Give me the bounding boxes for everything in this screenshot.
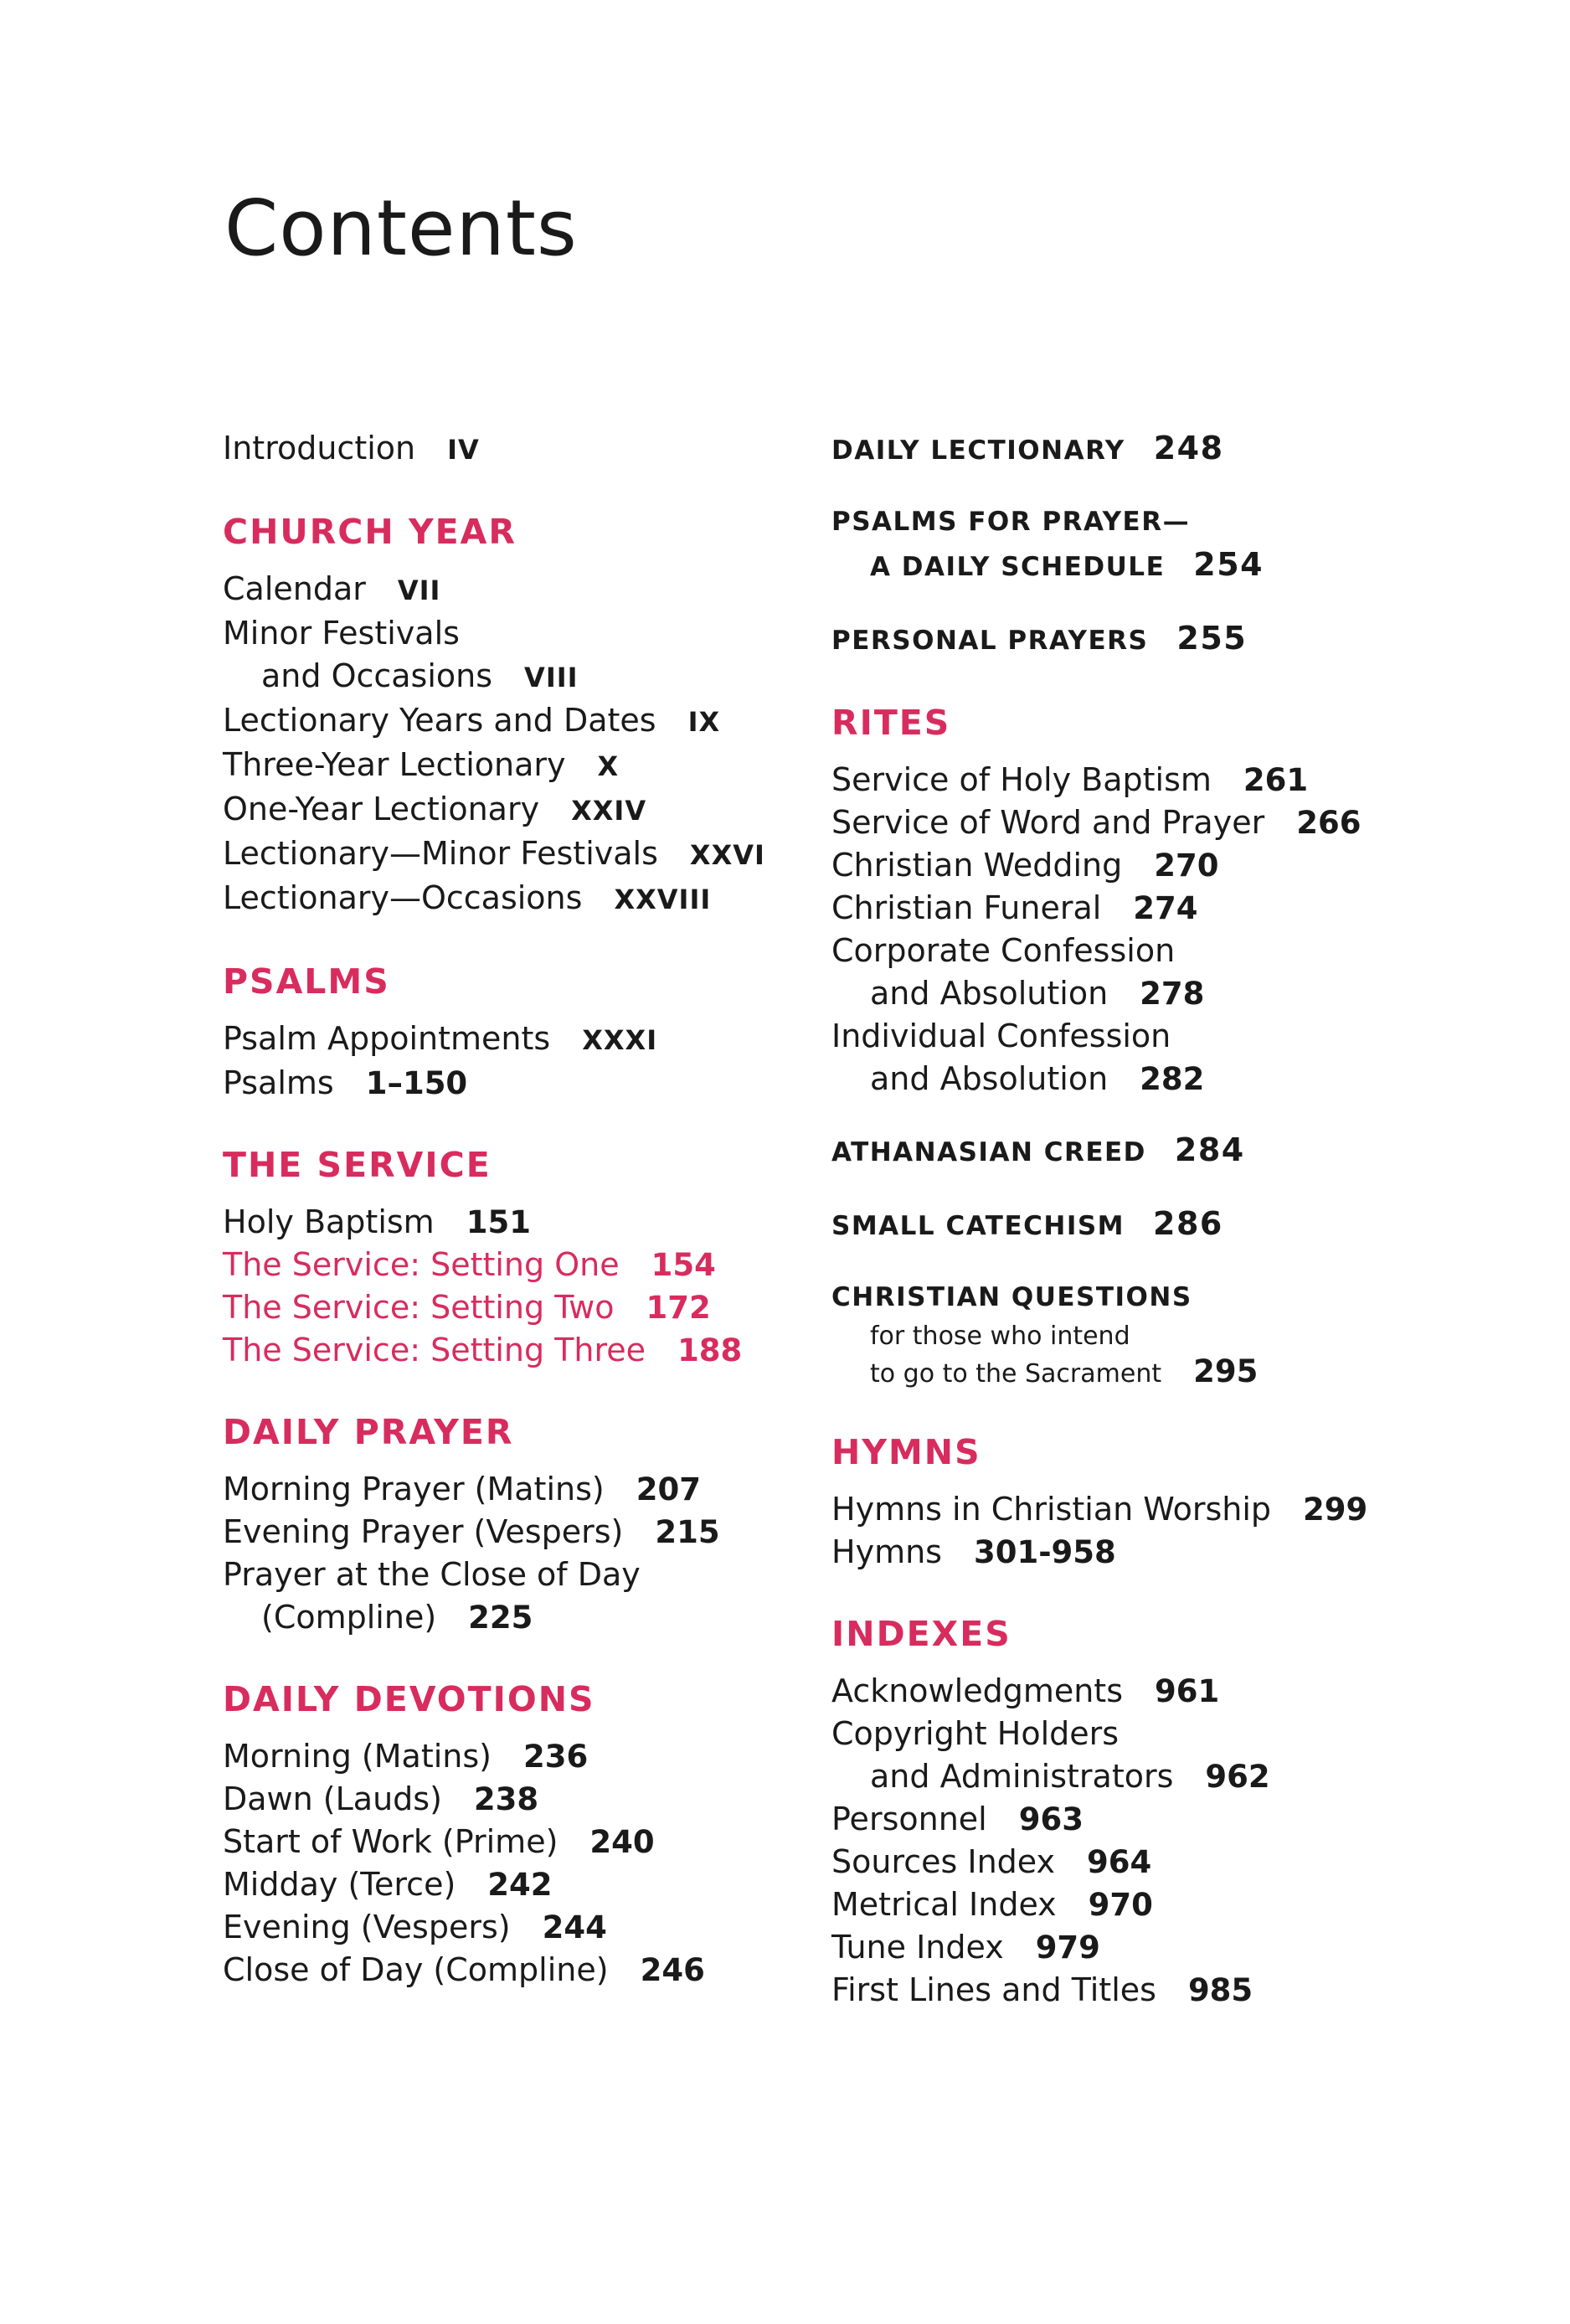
toc-entry-minor-festivals[interactable]: [223, 612, 809, 699]
entry-label: Minor Festivals: [223, 615, 460, 652]
entry-label-continued: and Administrators: [870, 1758, 1174, 1795]
toc-entry-calendar[interactable]: [223, 568, 809, 612]
entry-label: First Lines and Titles: [831, 1971, 1156, 2008]
section-the-service: [223, 1145, 809, 1372]
entry-subtitle-text: to go to the Sacrament: [870, 1359, 1162, 1389]
entry-page: 188: [677, 1332, 743, 1368]
entry-label-continued: and Occasions: [261, 657, 493, 694]
section-daily-prayer: [223, 1412, 809, 1639]
toc-entry-evening-prayer[interactable]: [223, 1511, 809, 1554]
entry-label: Service of Holy Baptism: [831, 761, 1212, 798]
section-heading: CHURCH YEAR: [223, 512, 517, 552]
entry-label: Morning (Matins): [223, 1738, 492, 1775]
entry-page: 282: [1140, 1061, 1205, 1097]
toc-entry-midday-terce[interactable]: [223, 1863, 809, 1906]
entry-label: Prayer at the Close of Day: [223, 1556, 641, 1593]
section-heading: INDEXES: [831, 1614, 1011, 1654]
entry-label: Lectionary—Minor Festivals: [223, 835, 658, 872]
entry-label: Psalm Appointments: [223, 1020, 551, 1057]
section-heading: HYMNS: [831, 1432, 981, 1472]
toc-entry-morning-matins[interactable]: [223, 1735, 809, 1778]
toc-entry-sources-index[interactable]: [831, 1841, 1518, 1883]
toc-entry-christian-funeral[interactable]: [831, 887, 1518, 930]
entry-label: Acknowledgments: [831, 1672, 1123, 1709]
toc-entry-copyright-holders[interactable]: [831, 1713, 1518, 1798]
entry-page: 266: [1296, 805, 1362, 841]
entry-page: 225: [468, 1600, 533, 1636]
entry-page: 278: [1140, 976, 1205, 1012]
entry-page: 985: [1187, 1972, 1253, 2008]
entry-page: 963: [1018, 1801, 1084, 1837]
entry-page: 286: [1153, 1205, 1223, 1242]
entry-page: XXVI: [689, 839, 765, 871]
entry-label: The Service: Setting Two: [223, 1289, 615, 1326]
entry-label-continued: A DAILY SCHEDULE: [870, 552, 1166, 582]
entry-page: 979: [1035, 1930, 1100, 1966]
entry-page: 301-958: [973, 1534, 1116, 1570]
toc-entry-word-and-prayer[interactable]: [831, 801, 1518, 844]
entry-page: 254: [1193, 546, 1264, 583]
entry-label: PERSONAL PRAYERS: [831, 626, 1149, 656]
entry-label: The Service: Setting One: [223, 1246, 620, 1283]
entry-page: 255: [1176, 620, 1248, 657]
entry-page: 248: [1153, 430, 1224, 466]
entry-label: Christian Funeral: [831, 889, 1102, 926]
entry-subtitle-line-1: for those who intend: [870, 1322, 1130, 1351]
toc-entry-psalm-appointments[interactable]: [223, 1018, 809, 1062]
entry-label: ATHANASIAN CREED: [831, 1137, 1146, 1167]
entry-label: Calendar: [223, 570, 366, 607]
toc-entry-evening-vespers[interactable]: [223, 1906, 809, 1949]
toc-entry-hymns[interactable]: [831, 1531, 1518, 1574]
entry-page: 242: [487, 1867, 553, 1903]
entry-label: Dawn (Lauds): [223, 1780, 442, 1817]
entry-page: 246: [640, 1952, 705, 1988]
entry-label: SMALL CATECHISM: [831, 1211, 1125, 1241]
entry-page: 295: [1193, 1353, 1259, 1389]
entry-label: Metrical Index: [831, 1886, 1057, 1923]
entry-label: Corporate Confession: [831, 932, 1176, 969]
entry-label: Evening (Vespers): [223, 1909, 511, 1945]
entry-page: 240: [589, 1824, 655, 1860]
toc-entry-metrical-index[interactable]: [831, 1883, 1518, 1926]
toc-entry-holy-baptism[interactable]: [223, 1201, 809, 1244]
toc-entry-daily-lectionary[interactable]: [831, 427, 1518, 472]
entry-page: 964: [1087, 1844, 1152, 1880]
entry-label: The Service: Setting Three: [223, 1332, 646, 1368]
entry-label: Copyright Holders: [831, 1715, 1120, 1752]
entry-label-continued: and Absolution: [870, 975, 1109, 1012]
toc-entry-service-setting-three[interactable]: [223, 1329, 809, 1372]
entry-label: Psalms: [223, 1064, 334, 1101]
entry-page: VII: [397, 575, 441, 606]
entry-label: Introduction: [223, 430, 416, 466]
entry-label-continued: and Absolution: [870, 1060, 1109, 1097]
entry-page: 261: [1243, 762, 1309, 798]
entry-page: 236: [522, 1739, 589, 1775]
page-title: Contents: [224, 183, 578, 273]
entry-label: Sources Index: [831, 1843, 1056, 1880]
contents-right-column: [831, 427, 1518, 2012]
entry-label: Christian Wedding: [831, 847, 1123, 884]
entry-label: Midday (Terce): [223, 1866, 456, 1903]
entry-label: CHRISTIAN QUESTIONS: [831, 1282, 1192, 1312]
entry-label: Three-Year Lectionary: [223, 746, 566, 783]
entry-label: Tune Index: [831, 1929, 1004, 1966]
section-hymns: [831, 1432, 1518, 1574]
entry-label: Start of Work (Prime): [223, 1823, 559, 1860]
toc-entry-morning-prayer[interactable]: [223, 1468, 809, 1511]
entry-label: DAILY LECTIONARY: [831, 435, 1125, 466]
toc-entry-christian-wedding[interactable]: [831, 844, 1518, 887]
section-heading: PSALMS: [223, 961, 390, 1002]
entry-page: IV: [447, 434, 480, 466]
entry-page: 172: [646, 1290, 711, 1326]
entry-label: Personnel: [831, 1801, 987, 1837]
entry-page: 151: [466, 1204, 531, 1240]
toc-entry-close-of-day[interactable]: [223, 1554, 809, 1639]
toc-entry-personal-prayers[interactable]: [831, 617, 1518, 662]
toc-entry-athanasian-creed[interactable]: [831, 1129, 1518, 1174]
entry-label: Lectionary Years and Dates: [223, 702, 656, 739]
entry-page: VIII: [524, 662, 579, 693]
section-rites: [831, 703, 1518, 1100]
entry-page: 154: [651, 1247, 716, 1283]
entry-label: Hymns: [831, 1533, 942, 1570]
entry-label: Holy Baptism: [223, 1203, 435, 1240]
section-heading: RITES: [831, 703, 951, 743]
toc-entry-small-catechism[interactable]: [831, 1203, 1518, 1248]
toc-entry-service-setting-two[interactable]: [223, 1286, 809, 1329]
toc-entry-acknowledgments[interactable]: [831, 1670, 1518, 1713]
entry-page: 970: [1088, 1887, 1153, 1923]
section-heading: DAILY PRAYER: [223, 1412, 514, 1452]
entry-page: 284: [1174, 1131, 1245, 1168]
toc-entry-first-lines[interactable]: [831, 1969, 1518, 2012]
toc-entry-hymns-in-christian-worship[interactable]: [831, 1488, 1518, 1531]
section-heading: DAILY DEVOTIONS: [223, 1679, 595, 1719]
section-heading: THE SERVICE: [223, 1145, 492, 1185]
entry-page: 299: [1303, 1492, 1368, 1528]
toc-entry-one-year-lectionary[interactable]: [223, 788, 809, 832]
toc-entry-dawn-lauds[interactable]: [223, 1778, 809, 1821]
section-indexes: [831, 1614, 1518, 2012]
entry-label: Close of Day (Compline): [223, 1951, 609, 1988]
entry-page: X: [597, 750, 620, 782]
entry-label: Evening Prayer (Vespers): [223, 1513, 624, 1550]
toc-entry-tune-index[interactable]: [831, 1926, 1518, 1969]
entry-page: 270: [1154, 848, 1219, 884]
entry-label: Lectionary—Occasions: [223, 879, 583, 916]
section-psalms: [223, 961, 809, 1105]
section-daily-devotions: [223, 1679, 809, 1992]
entry-label: Individual Confession: [831, 1018, 1171, 1054]
toc-entry-lectionary-occasions[interactable]: [223, 877, 809, 921]
toc-entry-corporate-confession[interactable]: [831, 930, 1518, 1015]
entry-label: Hymns in Christian Worship: [831, 1491, 1272, 1528]
entry-page: XXVIII: [614, 884, 712, 915]
entry-page: 1–150: [365, 1065, 468, 1101]
entry-label: Service of Word and Prayer: [831, 804, 1265, 841]
toc-entry-psalms[interactable]: [223, 1062, 809, 1105]
entry-label: One-Year Lectionary: [223, 791, 540, 827]
toc-entry-service-of-holy-baptism[interactable]: [831, 759, 1518, 801]
toc-entry-psalms-for-prayer[interactable]: [831, 501, 1518, 589]
toc-entry-individual-confession[interactable]: [831, 1015, 1518, 1100]
entry-page: 244: [542, 1909, 607, 1945]
entry-page: 962: [1205, 1759, 1270, 1795]
toc-entry-lectionary-minor-festivals[interactable]: [223, 832, 809, 877]
toc-entry-introduction[interactable]: [223, 427, 809, 471]
toc-entry-start-of-work[interactable]: [223, 1821, 809, 1863]
entry-page: 207: [636, 1471, 701, 1507]
entry-label: PSALMS FOR PRAYER—: [831, 507, 1191, 537]
entry-page: XXXI: [582, 1024, 658, 1056]
toc-entry-personnel[interactable]: [831, 1798, 1518, 1841]
entry-label-continued: (Compline): [261, 1599, 437, 1636]
section-church-year: [223, 512, 809, 921]
toc-entry-service-setting-one[interactable]: [223, 1244, 809, 1286]
entry-page: XXIV: [571, 795, 647, 827]
entry-page: 238: [473, 1781, 539, 1817]
entry-page: 274: [1133, 890, 1198, 926]
toc-entry-close-of-day-compline[interactable]: [223, 1949, 809, 1992]
entry-page: 961: [1155, 1673, 1220, 1709]
toc-entry-christian-questions[interactable]: [831, 1276, 1518, 1392]
toc-entry-lectionary-years[interactable]: [223, 699, 809, 744]
contents-left-column: [223, 427, 809, 1992]
entry-subtitle-line-2: [831, 1354, 1518, 1392]
toc-entry-three-year-lectionary[interactable]: [223, 744, 809, 788]
entry-page: 215: [655, 1514, 720, 1550]
entry-label: Morning Prayer (Matins): [223, 1471, 605, 1507]
entry-page: IX: [687, 706, 721, 738]
